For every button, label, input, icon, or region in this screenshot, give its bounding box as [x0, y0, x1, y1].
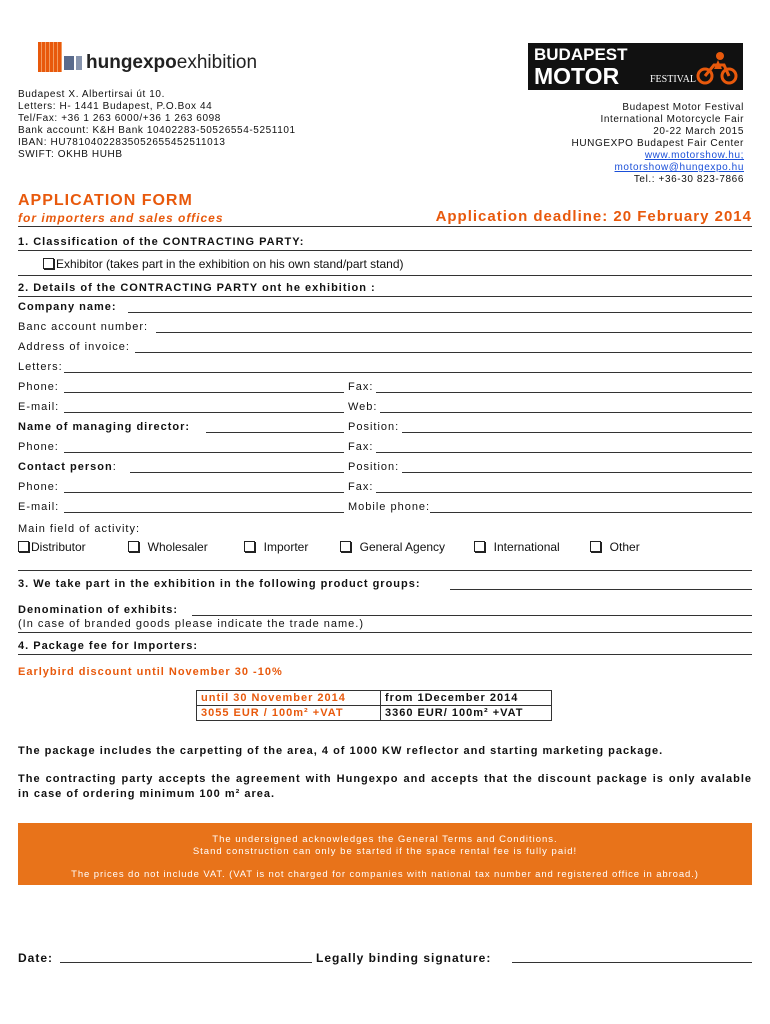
event-subtitle: International Motorcycle Fair: [600, 114, 744, 125]
deadline: Application deadline: 20 February 2014: [435, 208, 752, 225]
web-field[interactable]: [380, 412, 752, 413]
earlybird-note: Earlybird discount until November 30 -10%: [18, 666, 283, 678]
hungexpo-logo: [38, 42, 288, 74]
invoice-address-label: Address of invoice:: [18, 341, 130, 353]
director-field[interactable]: [206, 432, 344, 433]
banner-line1: The undersigned acknowledges the General Terms and Conditions.: [212, 834, 558, 845]
price-regular-date: from 1December 2014: [381, 691, 552, 706]
banner-line2: Stand construction can only be started if the space rental fee is fully paid!: [192, 846, 578, 857]
fax-label: Fax:: [348, 381, 374, 393]
contact-email-label: E-mail:: [18, 501, 60, 513]
package-note: The package includes the carpetting of the area, 4 of 1000 KW reflector and starting marketing package.: [18, 745, 664, 757]
event-dates: 20-22 March 2015: [653, 126, 744, 137]
phone-field[interactable]: [64, 392, 344, 393]
letters-field[interactable]: [64, 372, 752, 373]
checkbox-international[interactable]: [474, 541, 485, 552]
event-tel: Tel.: +36-30 823-7866: [633, 174, 744, 185]
director-label: Name of managing director:: [18, 421, 191, 433]
letters-label: Letters:: [18, 361, 63, 373]
terms-banner: [18, 823, 752, 885]
exhibitor-option[interactable]: Exhibitor (takes part in the exhibition on his own stand/part stand): [43, 257, 404, 271]
checkbox-general-agency[interactable]: [340, 541, 351, 552]
company-name-field[interactable]: [128, 312, 752, 313]
contact-label: Contact person:: [18, 461, 117, 473]
date-field[interactable]: [60, 962, 312, 963]
company-name-label: Company name:: [18, 301, 117, 313]
fax-field[interactable]: [376, 392, 752, 393]
mobile-field[interactable]: [430, 512, 752, 513]
director-fax-field[interactable]: [376, 452, 752, 453]
invoice-address-field[interactable]: [135, 352, 752, 353]
activity-general-agency[interactable]: General Agency: [340, 540, 445, 554]
checkbox-other[interactable]: [590, 541, 601, 552]
logo-bar-icon: [76, 56, 82, 70]
price-table: [196, 690, 552, 721]
activity-importer[interactable]: Importer: [244, 540, 308, 554]
event-email-link[interactable]: motorshow@hungexpo.hu: [614, 162, 744, 173]
event-venue: HUNGEXPO Budapest Fair Center: [571, 138, 744, 149]
logo-brand-bold: hungexpo: [86, 52, 177, 73]
contact-phone-label: Phone:: [18, 481, 59, 493]
branded-note: (In case of branded goods please indicate the trade name.): [18, 618, 365, 630]
event-name: Budapest Motor Festival: [622, 102, 744, 113]
director-phone-label: Phone:: [18, 441, 59, 453]
mobile-label: Mobile phone:: [348, 501, 431, 513]
position-label: Position:: [348, 421, 400, 433]
email-field[interactable]: [64, 412, 344, 413]
contact-email-field[interactable]: [64, 512, 344, 513]
address-line: Bank account: K&H Bank 10402283-50526554-5251101: [18, 125, 296, 136]
price-regular-value: 3360 EUR/ 100m² +VAT: [381, 706, 552, 721]
signature-field[interactable]: [512, 962, 752, 963]
checkbox-importer[interactable]: [244, 541, 255, 552]
activity-distributor[interactable]: Distributor: [18, 540, 86, 554]
contact-position-label: Position:: [348, 461, 400, 473]
activity-wholesaler[interactable]: Wholesaler: [128, 540, 208, 554]
form-subtitle: for importers and sales offices: [18, 211, 224, 225]
activity-label: Main field of activity:: [18, 523, 141, 535]
web-label: Web:: [348, 401, 378, 413]
activity-international[interactable]: International: [474, 540, 560, 554]
section1-heading: 1. Classification of the CONTRACTING PARTY:: [18, 236, 305, 248]
banner-line3: The prices do not include VAT. (VAT is not charged for companies with national tax number and registered office in abroad.): [71, 869, 699, 880]
price-earlybird-value: 3055 EUR / 100m² +VAT: [197, 706, 381, 721]
section4-heading: 4. Package fee for Importers:: [18, 640, 199, 652]
address-block: [18, 89, 296, 161]
contact-fax-field[interactable]: [376, 492, 752, 493]
agreement-note: The contracting party accepts the agreement with Hungexpo and accepts that the discount package is only avalable in case of ordering minimum 100 m² area.: [18, 773, 752, 800]
activity-other[interactable]: Other: [590, 540, 640, 554]
checkbox-wholesaler[interactable]: [128, 541, 139, 552]
logo-brand-light: exhibition: [176, 52, 258, 73]
contact-fax-label: Fax:: [348, 481, 374, 493]
product-groups-field[interactable]: [450, 589, 752, 590]
date-label: Date:: [18, 951, 54, 965]
checkbox-distributor[interactable]: [18, 541, 29, 552]
contact-position-field[interactable]: [402, 472, 752, 473]
address-line: SWIFT: OKHB HUHB: [18, 149, 123, 160]
form-title: APPLICATION FORM: [18, 192, 193, 209]
contact-field[interactable]: [130, 472, 344, 473]
denomination-label: Denomination of exhibits:: [18, 604, 179, 616]
price-earlybird-date: until 30 November 2014: [197, 691, 381, 706]
address-line: Tel/Fax: +36 1 263 6000/+36 1 263 6098: [18, 113, 221, 124]
logo-bar-icon: [64, 56, 74, 70]
address-line: Budapest X. Albertirsai út 10.: [18, 89, 165, 100]
festival-logo: BUDAPEST MOTOR FESTIVAL: [528, 43, 743, 90]
director-phone-field[interactable]: [64, 452, 344, 453]
title-divider: [18, 226, 752, 227]
section2-heading: 2. Details of the CONTRACTING PARTY ont he exhibition :: [18, 282, 376, 294]
director-fax-label: Fax:: [348, 441, 374, 453]
event-info: [572, 102, 744, 186]
signature-label: Legally binding signature:: [316, 951, 492, 965]
position-field[interactable]: [402, 432, 752, 433]
bank-account-label: Banc account number:: [18, 321, 149, 333]
checkbox-exhibitor[interactable]: [43, 258, 54, 269]
bank-account-field[interactable]: [156, 332, 752, 333]
email-label: E-mail:: [18, 401, 60, 413]
address-line: IBAN: HU78104022835052655452511013: [18, 137, 226, 148]
contact-phone-field[interactable]: [64, 492, 344, 493]
event-web-link[interactable]: www.motorshow.hu;: [644, 150, 744, 161]
section3-heading: 3. We take part in the exhibition in the following product groups:: [18, 578, 421, 590]
denomination-field[interactable]: [192, 615, 752, 616]
address-line: Letters: H- 1441 Budapest, P.O.Box 44: [18, 101, 213, 112]
logo-square-icon: [38, 42, 62, 72]
motorcycle-icon: [696, 49, 738, 85]
phone-label: Phone:: [18, 381, 59, 393]
